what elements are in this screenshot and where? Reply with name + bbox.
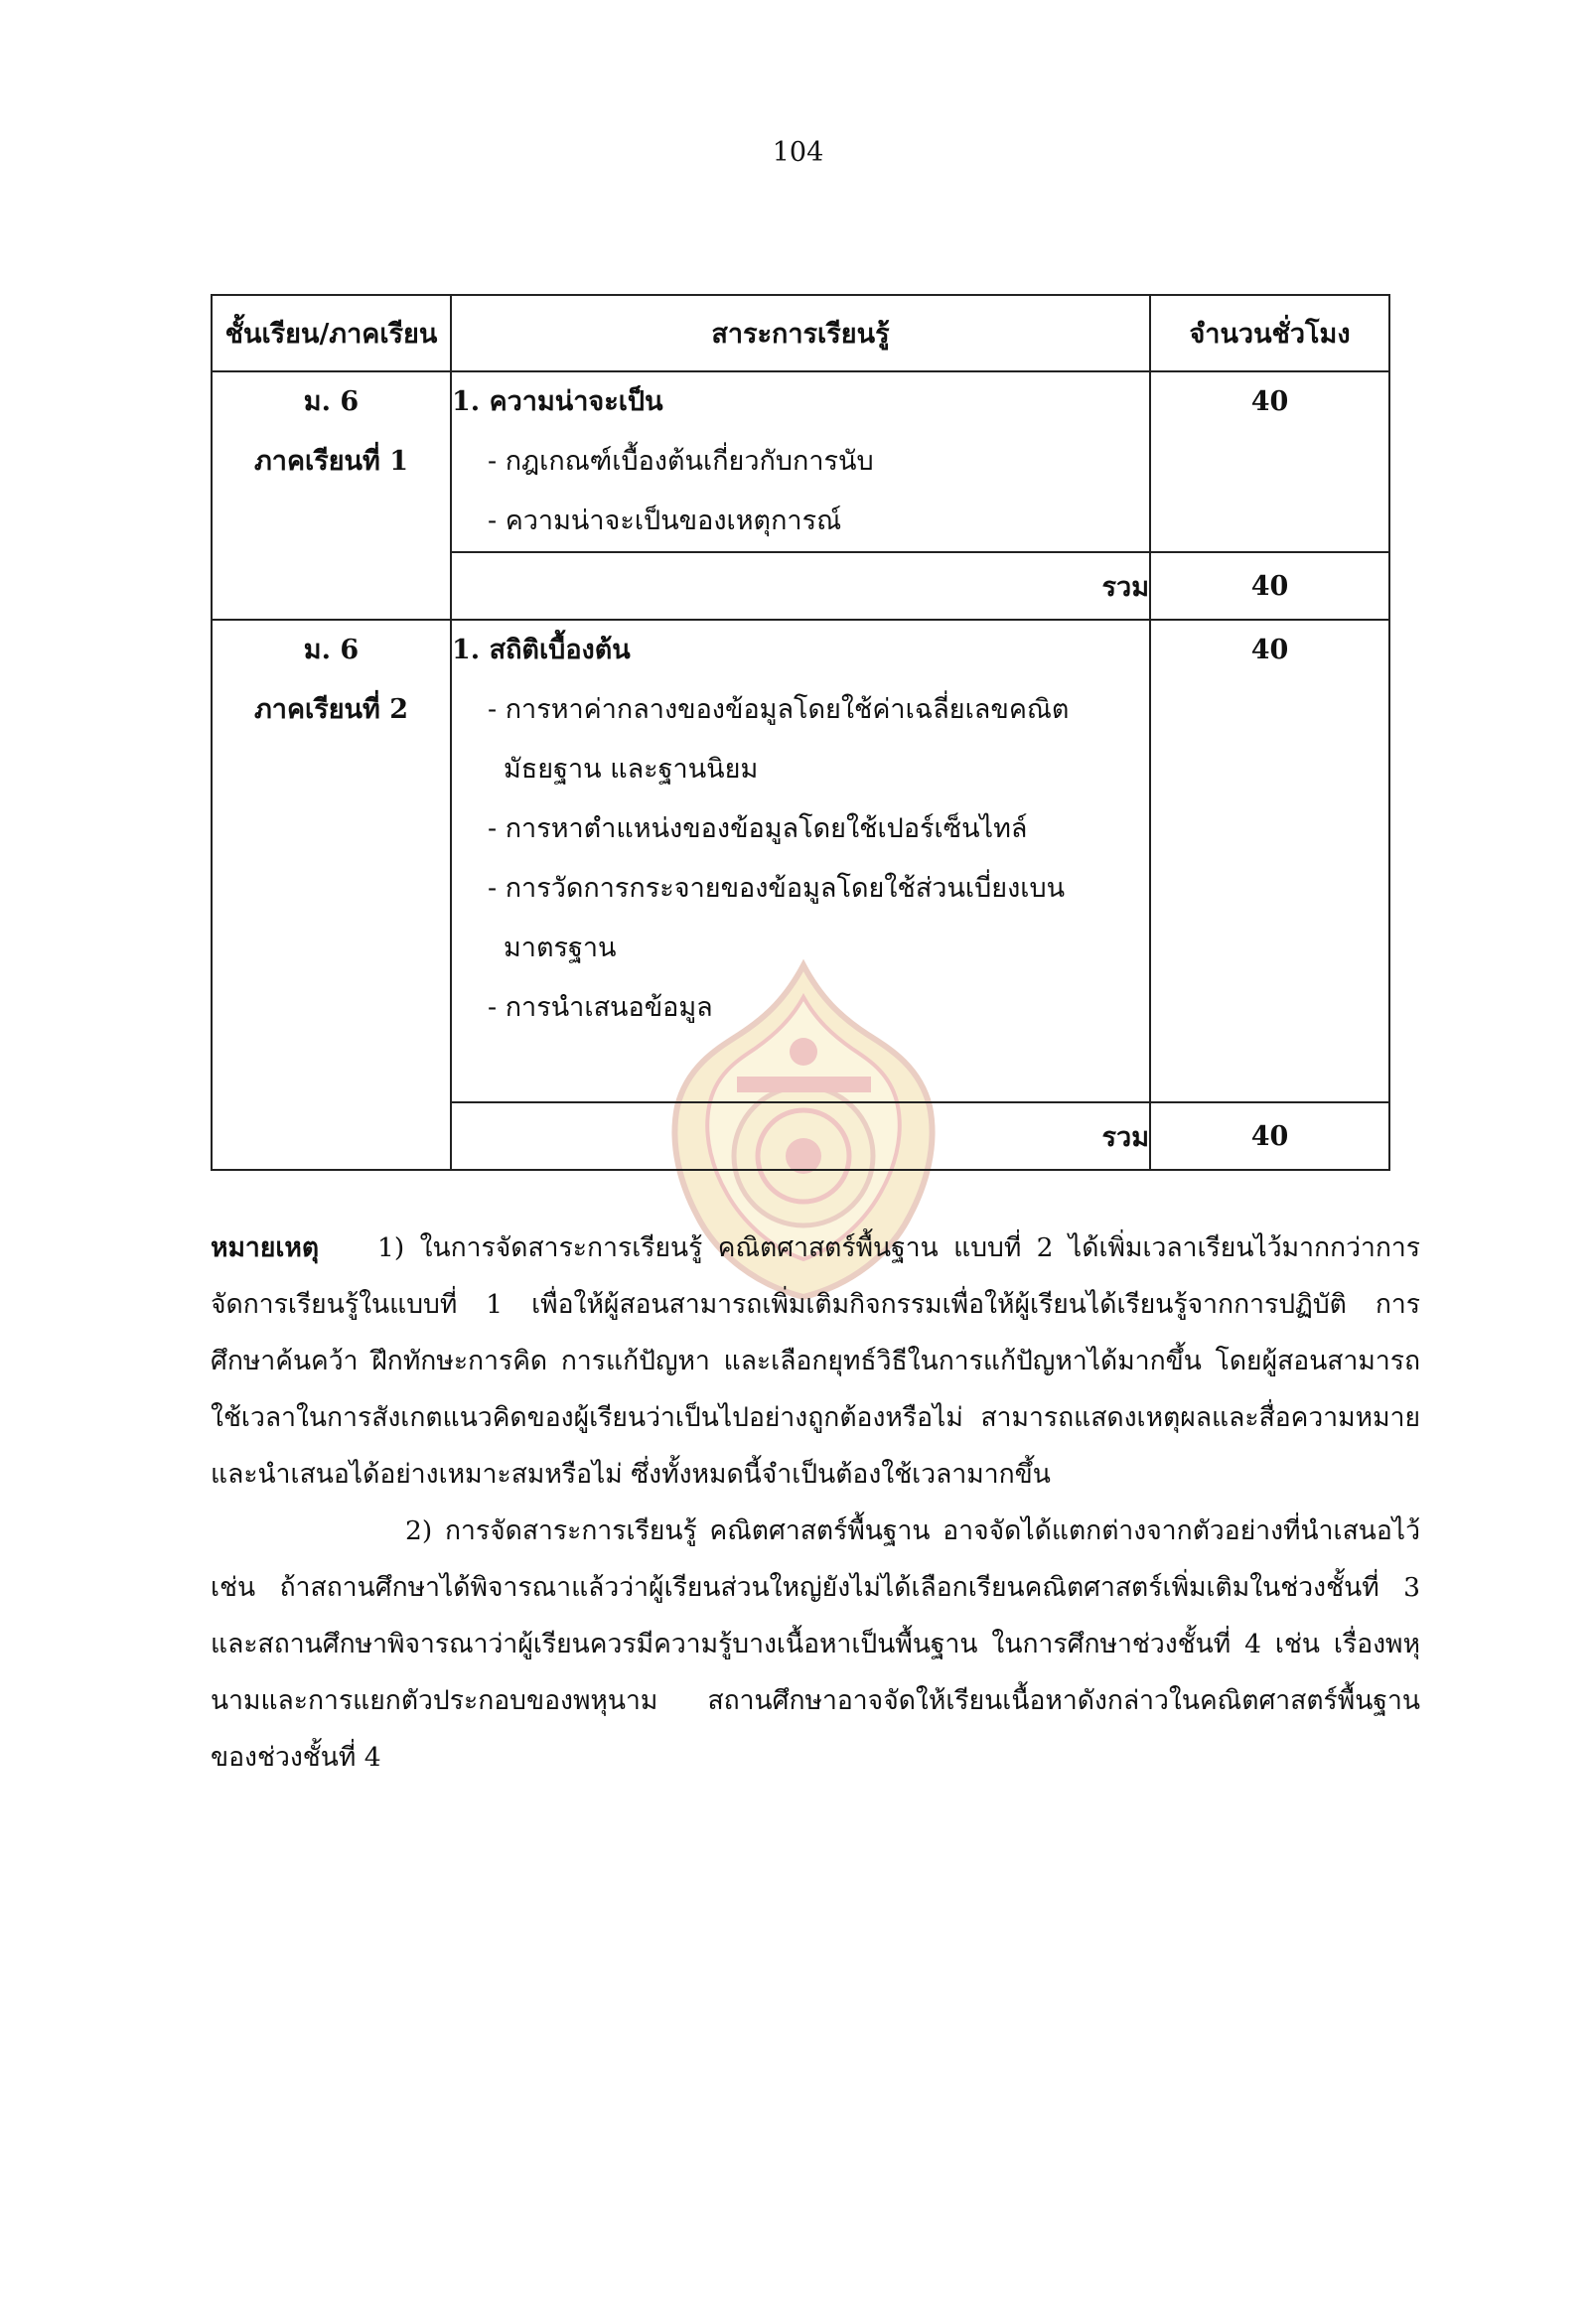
- total-label: รวม: [451, 1102, 1150, 1170]
- page-number: 104: [772, 137, 824, 168]
- topic-title: 1. สถิติเบื้องต้น: [452, 635, 631, 665]
- content-item: - การวัดการกระจายของข้อมูลโดยใช้ส่วนเบี่ยงเบน: [488, 873, 1066, 904]
- hours-cell: 40: [1150, 371, 1389, 552]
- content-item-continuation: มาตรฐาน: [504, 933, 617, 963]
- table-row: [212, 371, 1389, 552]
- grade-level: ม. 6: [303, 635, 360, 665]
- table-row: [212, 620, 1389, 1102]
- content-item: - กฎเกณฑ์เบื้องต้นเกี่ยวกับการนับ: [488, 446, 874, 477]
- header-hours: จำนวนชั่วโมง: [1150, 295, 1389, 371]
- hours-cell: 40: [1150, 620, 1389, 1102]
- note-1-text: 1) ในการจัดสาระการเรียนรู้ คณิตศาสตร์พื้นฐาน แบบที่ 2 ได้เพิ่มเวลาเรียนไว้มากกว่าการจัดการเรียนรู้ในแบบที่ 1 เพื่อให้ผู้สอนสามารถเพิ่มเติมกิจกรรมเพื่อให้ผู้เรียนได้เรียนรู้จากการปฏิบัติ การศึกษาค้นคว้า ฝึกทักษะการคิด การแก้ปัญหา และเลือกยุทธ์วิธีในการแก้ปัญหาได้มากขึ้น โดยผู้สอนสามารถใช้เวลาในการสังเกตแนวคิดของผู้เรียนว่าเป็นไปอย่างถูกต้องหรือไม่ สามารถแสดงเหตุผลและสื่อความหมายและนำเสนอได้อย่างเหมาะสมหรือไม่ ซึ่งทั้งหมดนี้จำเป็นต้องใช้เวลามากขึ้น: [211, 1232, 1420, 1490]
- content-item: - การหาค่ากลางของข้อมูลโดยใช้ค่าเฉลี่ยเลขคณิต: [488, 694, 1070, 725]
- grade-level: ม. 6: [303, 386, 360, 417]
- note-paragraph-2: [211, 1503, 1420, 1786]
- grade-cell: [212, 371, 451, 620]
- header-learning-content: สาระการเรียนรู้: [451, 295, 1150, 371]
- note-paragraph-1: [211, 1220, 1420, 1503]
- content-item: - การนำเสนอข้อมูล: [488, 992, 713, 1023]
- content-item: - การหาตำแหน่งของข้อมูลโดยใช้เปอร์เซ็นไทล์: [488, 813, 1028, 844]
- notes-section: [211, 1220, 1420, 1786]
- content-cell: [451, 371, 1150, 552]
- curriculum-table: [211, 294, 1390, 1171]
- total-hours: 40: [1150, 552, 1389, 620]
- header-grade-semester: ชั้นเรียน/ภาคเรียน: [212, 295, 451, 371]
- total-hours: 40: [1150, 1102, 1389, 1170]
- content-cell: [451, 620, 1150, 1102]
- semester-label: ภาคเรียนที่ 2: [253, 694, 408, 725]
- topic-title: 1. ความน่าจะเป็น: [452, 386, 663, 417]
- semester-label: ภาคเรียนที่ 1: [253, 446, 408, 477]
- table-header-row: [212, 295, 1389, 371]
- content-item: - ความน่าจะเป็นของเหตุการณ์: [488, 505, 842, 536]
- grade-cell: [212, 620, 451, 1170]
- content-item-continuation: มัธยฐาน และฐานนิยม: [504, 754, 759, 785]
- total-label: รวม: [451, 552, 1150, 620]
- note-2-text: 2) การจัดสาระการเรียนรู้ คณิตศาสตร์พื้นฐาน อาจจัดได้แตกต่างจากตัวอย่างที่นำเสนอไว้ เช่น ถ้าสถานศึกษาได้พิจารณาแล้วว่าผู้เรียนส่วนใหญ่ยังไม่ได้เลือกเรียนคณิตศาสตร์เพิ่มเติมในช่วงชั้นที่ 3 และสถานศึกษาพิจารณาว่าผู้เรียนควรมีความรู้บางเนื้อหาเป็นพื้นฐาน ในการศึกษาช่วงชั้นที่ 4 เช่น เรื่องพหุนามและการแยกตัวประกอบของพหุนาม สถานศึกษาอาจจัดให้เรียนเนื้อหาดังกล่าวในคณิตศาสตร์พื้นฐานของช่วงชั้นที่ 4: [211, 1515, 1420, 1773]
- notes-heading: หมายเหตุ: [211, 1232, 320, 1263]
